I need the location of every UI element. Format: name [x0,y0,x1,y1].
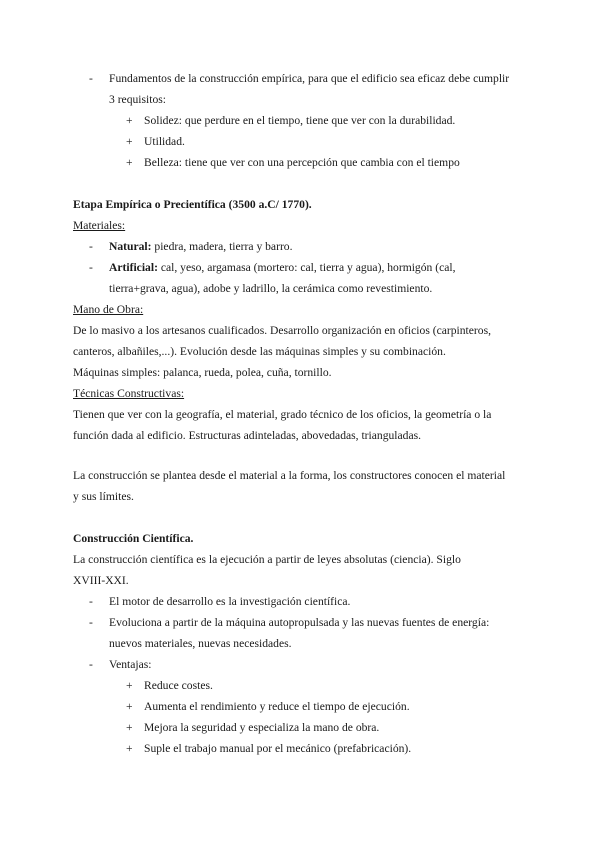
list-item: - El motor de desarrollo es la investigación científica. [73,591,528,612]
paragraph-line: Tienen que ver con la geografía, el material, grado técnico de los oficios, la geometría o la [73,408,492,421]
natural-label: Natural: [109,240,152,253]
plus-bullet: + [126,156,133,169]
list-item: - Ventajas: [73,654,528,675]
plus-bullet: + [126,114,133,127]
dash-bullet: - [89,261,93,274]
plus-bullet: + [126,721,133,734]
mano-heading: Mano de Obra: [73,303,144,316]
dash-bullet: - [89,658,93,671]
list-item: - Fundamentos de la construcción empírica, para que el edificio sea eficaz debe cumplir [73,68,528,89]
list-item: - Natural: piedra, madera, tierra y barro. [73,236,528,257]
dash-bullet: - [89,595,93,608]
paragraph-line: función dada al edificio. Estructuras adinteladas, abovedadas, trianguladas. [73,429,422,442]
requirement-item: + Utilidad. [73,131,528,152]
list-item: - Evoluciona a partir de la máquina autopropulsada y las nuevas fuentes de energía: [73,612,528,633]
artificial-label: Artificial: [109,261,158,274]
requirement-item: + Belleza: tiene que ver con una percepción que cambia con el tiempo [73,152,528,173]
list-item-continuation: 3 requisitos: [109,93,167,106]
ventaja-item: + Aumenta el rendimiento y reduce el tiempo de ejecución. [73,696,528,717]
section-title: Construcción Científica. [73,532,194,545]
paragraph-line: Máquinas simples: palanca, rueda, polea, cuña, tornillo. [73,366,332,379]
forma-paragraph [73,465,528,507]
paragraph-line: De lo masivo a los artesanos cualificados. Desarrollo organización en oficios (carpinteros, [73,324,491,337]
materiales-heading: Materiales: [73,219,126,232]
ventaja-item: + Reduce costes. [73,675,528,696]
dash-bullet: - [89,616,93,629]
plus-bullet: + [126,700,133,713]
paragraph-line: canteros, albañiles,...). Evolución desde las máquinas simples y su combinación. [73,345,446,358]
ventaja-item: + Suple el trabajo manual por el mecánico (prefabricación). [73,738,528,759]
dash-bullet: - [89,240,93,253]
requirement-item: + Solidez: que perdure en el tiempo, tiene que ver con la durabilidad. [73,110,528,131]
paragraph-line: XVIII-XXI. [73,574,129,587]
paragraph-line: La construcción científica es la ejecución a partir de leyes absolutas (ciencia). Siglo [73,553,461,566]
tecnicas-heading: Técnicas Constructivas: [73,387,185,400]
list-item-continuation: tierra+grava, agua), adobe y ladrillo, la cerámica como revestimiento. [109,282,433,295]
plus-bullet: + [126,135,133,148]
etapa-section [73,194,528,446]
section-title: Etapa Empírica o Precientífica (3500 a.C/ 1770). [73,198,312,211]
ventaja-item: + Mejora la seguridad y especializa la mano de obra. [73,717,528,738]
plus-bullet: + [126,742,133,755]
list-item: - Artificial: cal, yeso, argamasa (mortero: cal, tierra y agua), hormigón (cal, [73,257,528,278]
dash-bullet: - [89,72,93,85]
list-item-continuation: nuevos materiales, nuevas necesidades. [109,637,292,650]
paragraph-line: La construcción se plantea desde el material a la forma, los constructores conocen el material [73,469,506,482]
intro-section [73,68,528,173]
paragraph-line: y sus límites. [73,490,134,503]
plus-bullet: + [126,679,133,692]
cientifica-section [73,528,528,759]
